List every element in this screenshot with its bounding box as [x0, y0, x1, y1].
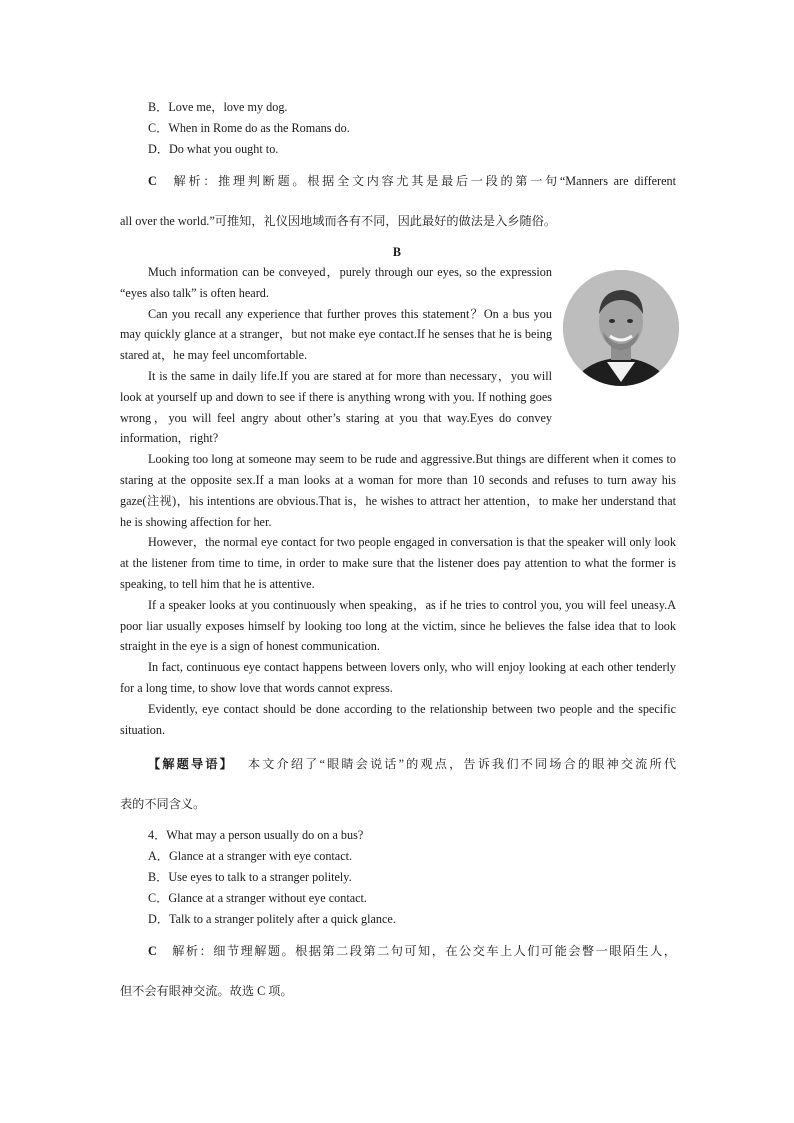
option-d: D．Do what you ought to.: [148, 142, 279, 156]
question-analysis: [120, 943, 676, 999]
passage-paragraph-4: Looking too long at someone may seem to be rude and aggressive.But things are different when it comes to staring at the opposite sex.If a man looks at a woman for more than 10 seconds and refuses to turn away his gaze(注视)，his intentions are obvious.That is，he wishes to attract her attention，to make her understand that he is showing affection for her.: [120, 452, 676, 529]
prev-analysis-line1: 解析：推理判断题。根据全文内容尤其是最后一段的第一句“Manners are different: [170, 174, 676, 188]
passage-paragraph-5: However，the normal eye contact for two people engaged in conversation is that the speaker will only look at the listener from time to time, in order to make sure that the listener does pay attention to what the former is speaking, to tell him that he is attentive.: [120, 535, 676, 591]
question-option-b: B．Use eyes to talk to a stranger politely.: [148, 870, 352, 884]
guide-label: 【解题导语】: [148, 757, 234, 771]
option-b: B．Love me，love my dog.: [148, 100, 288, 114]
option-c: C．When in Rome do as the Romans do.: [148, 121, 350, 135]
question-analysis-line2: 但不会有眼神交流。故选 C 项。: [120, 984, 293, 998]
passage-paragraph-2: Can you recall any experience that further proves this statement？On a bus you may quickly glance at a stranger，but not make eye contact.If he senses that he is being stared at，he may feel uncomfortable.: [120, 306, 552, 363]
question-analysis-line1: 解析：细节理解题。根据第二段第二句可知，在公交车上人们可能会瞥一眼陌生人，: [170, 944, 676, 958]
passage-paragraph-6: If a speaker looks at you continuously when speaking，as if he tries to control you, you will feel uneasy.A poor liar usually exposes himself by looking too long at the victim, since he believes the false idea that to look straight in the eye is a sign of honest communication.: [120, 597, 676, 654]
passage-paragraph-7: In fact, continuous eye contact happens between lovers only, who will enjoy looking at each other tenderly for a long time, to show love that words cannot express.: [120, 660, 676, 695]
question-option-a: A．Glance at a stranger with eye contact.: [148, 849, 353, 863]
question-option-c: C．Glance at a stranger without eye contact.: [148, 891, 367, 905]
question-stem: 4．What may a person usually do on a bus?: [148, 828, 364, 842]
guide-line2: 表的不同含义。: [120, 797, 206, 811]
passage-bottom: [120, 366, 676, 740]
passage-paragraph-3: It is the same in daily life.If you are stared at for more than necessary，you will look at yourself up and down to see if there is anything wrong with you. If nothing goes wrong，you will feel angry about other’s staring at you that way.Eyes do convey information，right?: [120, 369, 552, 446]
passage-top: [120, 262, 552, 366]
guide-block: [120, 756, 676, 812]
question-option-d: D．Talk to a stranger politely after a quick glance.: [148, 912, 396, 926]
prev-analysis-line2: all over the world.”可推知，礼仪因地域而各有不同，因此最好的做法是入乡随俗。: [120, 214, 557, 228]
prev-answer: C: [148, 174, 157, 188]
section-heading: B: [392, 245, 402, 259]
question-answer: C: [148, 944, 157, 958]
prev-analysis: [120, 173, 676, 229]
passage-paragraph-8: Evidently, eye contact should be done according to the relationship between two people and the specific situation.: [120, 701, 676, 737]
guide-line1: 本文介绍了“眼睛会说话”的观点，告诉我们不同场合的眼神交流所代: [247, 757, 677, 771]
passage-paragraph-1: Much information can be conveyed，purely through our eyes, so the expression “eyes also talk” is often heard.: [120, 265, 552, 300]
